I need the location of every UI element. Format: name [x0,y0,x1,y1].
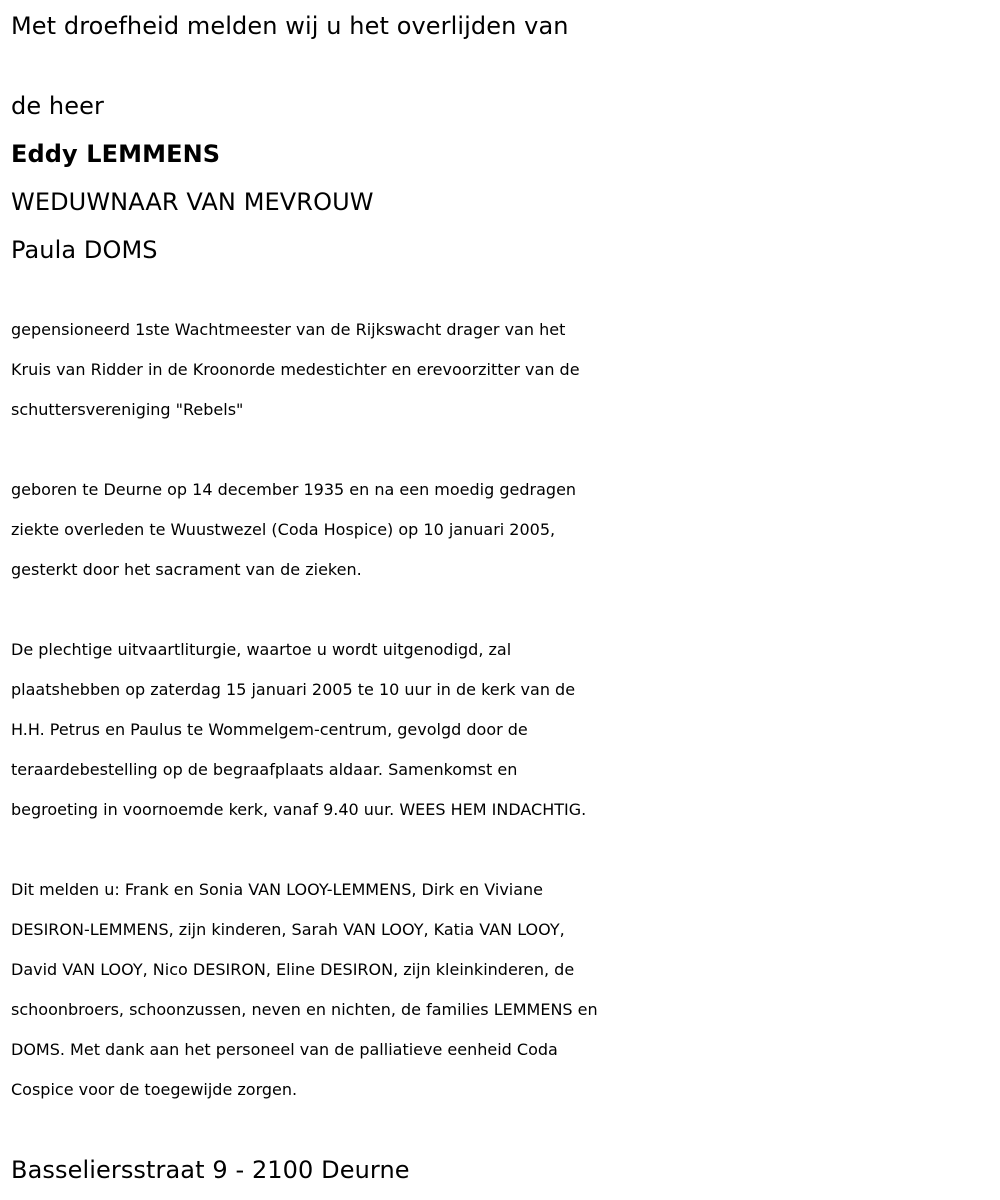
funeral-line: De plechtige uitvaartliturgie, waartoe u wordt uitgenodigd, zal [11,640,512,659]
birth-death-line: geboren te Deurne op 14 december 1935 en na een moedig gedragen [11,480,577,499]
widower-text: WEDUWNAAR VAN MEVROUW [11,188,374,216]
birth-death-line: ziekte overleden te Wuustwezel (Coda Hospice) op 10 januari 2005, [11,520,556,539]
family-line: schoonbroers, schoonzussen, neven en nichten, de families LEMMENS en [11,1000,598,1019]
funeral-paragraph [11,630,991,830]
title-text: de heer [11,92,104,120]
family-line: Cospice voor de toegewijde zorgen. [11,1080,298,1099]
career-line: Kruis van Ridder in de Kroonorde medestichter en erevoorzitter van de [11,360,580,379]
career-paragraph [11,310,991,430]
family-line: DESIRON-LEMMENS, zijn kinderen, Sarah VAN LOOY, Katia VAN LOOY, [11,920,565,939]
deceased-name: Eddy LEMMENS [11,140,221,168]
funeral-line: plaatshebben op zaterdag 15 januari 2005 te 10 uur in de kerk van de [11,680,576,699]
family-line: DOMS. Met dank aan het personeel van de palliatieve eenheid Coda [11,1040,558,1059]
family-line: David VAN LOOY, Nico DESIRON, Eline DESIRON, zijn kleinkinderen, de [11,960,575,979]
birth-death-line: gesterkt door het sacrament van de zieken. [11,560,362,579]
career-line: gepensioneerd 1ste Wachtmeester van de Rijkswacht drager van het [11,320,566,339]
family-line: Dit melden u: Frank en Sonia VAN LOOY-LEMMENS, Dirk en Viviane [11,880,544,899]
family-paragraph [11,870,991,1110]
funeral-line: begroeting in voornoemde kerk, vanaf 9.40 uur. WEES HEM INDACHTIG. [11,800,587,819]
intro-text: Met droefheid melden wij u het overlijden van [11,12,569,40]
funeral-line: teraardebestelling op de begraafplaats aldaar. Samenkomst en [11,760,518,779]
funeral-line: H.H. Petrus en Paulus te Wommelgem-centrum, gevolgd door de [11,720,528,739]
address-text: Basseliersstraat 9 - 2100 Deurne [11,1156,410,1184]
birth-death-paragraph [11,470,991,590]
spouse-name: Paula DOMS [11,236,158,264]
career-line: schuttersvereniging "Rebels" [11,400,244,419]
